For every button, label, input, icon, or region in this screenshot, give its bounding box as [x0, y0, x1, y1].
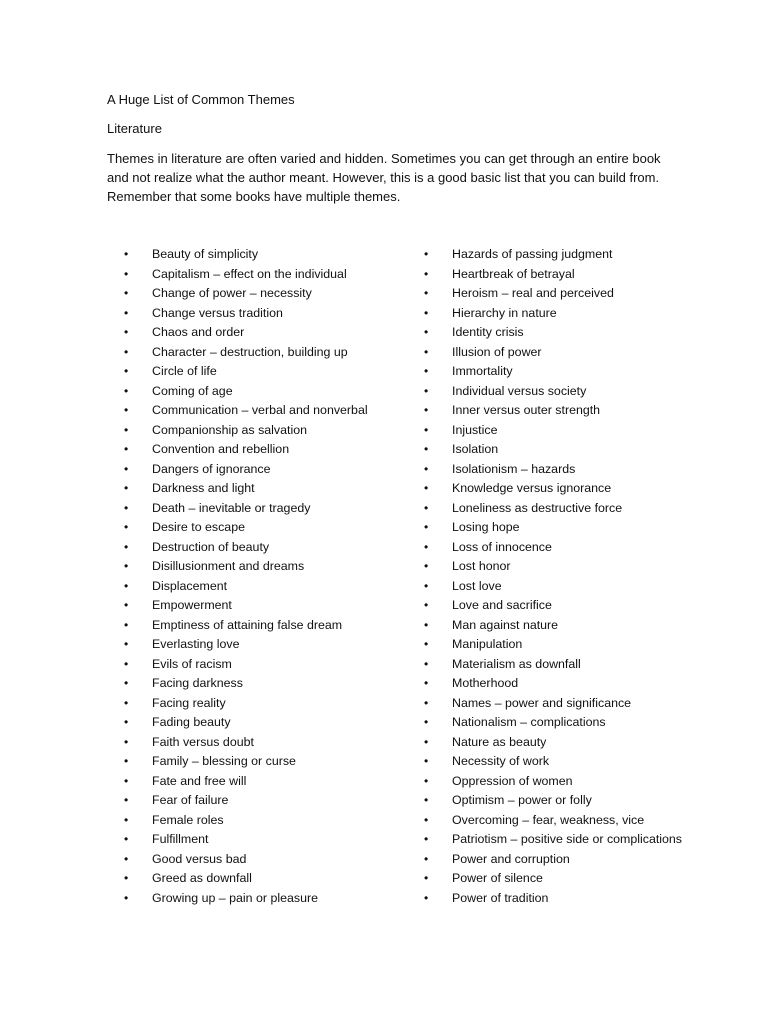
theme-text: Nature as beauty [452, 734, 547, 749]
theme-text: Fear of failure [152, 793, 229, 807]
theme-text: Displacement [152, 578, 228, 593]
theme-text: Disillusionment and dreams [152, 559, 305, 573]
theme-text: Overcoming – fear, weakness, vice [452, 812, 645, 827]
theme-list-item [424, 460, 684, 480]
theme-text: Materialism as downfall [452, 656, 581, 671]
bullet-icon: • [424, 715, 429, 729]
bullet-icon: • [124, 559, 129, 573]
bullet-icon: • [124, 266, 129, 281]
theme-list-item [424, 694, 684, 714]
theme-list-item [124, 518, 394, 538]
theme-text: Fading beauty [152, 715, 231, 729]
bullet-icon: • [424, 422, 429, 437]
theme-list-item [424, 557, 684, 577]
theme-list-item [424, 811, 684, 831]
bullet-icon: • [424, 247, 429, 261]
theme-list-item [124, 401, 394, 421]
theme-list-item [424, 752, 684, 772]
bullet-icon: • [424, 539, 429, 554]
theme-list-item [124, 557, 394, 577]
theme-text: Growing up – pain or pleasure [152, 890, 318, 905]
theme-text: Manipulation [452, 637, 523, 651]
theme-list-item [124, 869, 394, 889]
theme-list-item [424, 733, 684, 753]
theme-text: Illusion of power [452, 344, 542, 359]
theme-list-item [424, 635, 684, 655]
theme-list-item [124, 538, 394, 558]
themes-list-left [124, 245, 394, 908]
bullet-icon: • [124, 286, 129, 300]
theme-text: Emptiness of attaining false dream [152, 617, 343, 632]
theme-text: Losing hope [452, 520, 520, 534]
bullet-icon: • [424, 403, 429, 417]
theme-list-item [424, 772, 684, 792]
theme-list-item [424, 382, 684, 402]
theme-list-item [124, 304, 394, 324]
bullet-icon: • [424, 851, 429, 866]
bullet-icon: • [424, 793, 429, 807]
theme-text: Greed as downfall [152, 871, 252, 885]
section-heading: Literature [107, 121, 162, 136]
theme-text: Hazards of passing judgment [452, 247, 613, 261]
theme-text: Empowerment [152, 598, 232, 612]
bullet-icon: • [124, 325, 129, 339]
theme-list-item [124, 499, 394, 519]
theme-list-item [424, 265, 684, 285]
bullet-icon: • [424, 325, 429, 339]
theme-list-item [424, 499, 684, 519]
theme-text: Facing reality [152, 695, 226, 710]
theme-text: Change of power – necessity [152, 286, 312, 300]
theme-list-item [124, 596, 394, 616]
theme-list-item [124, 635, 394, 655]
bullet-icon: • [124, 520, 129, 534]
theme-list-item [124, 791, 394, 811]
theme-list-item [124, 655, 394, 675]
theme-text: Beauty of simplicity [152, 247, 259, 261]
theme-list-item [424, 518, 684, 538]
bullet-icon: • [124, 676, 129, 690]
theme-list-item [124, 245, 394, 265]
bullet-icon: • [124, 637, 129, 651]
theme-list-item [124, 460, 394, 480]
bullet-icon: • [124, 247, 129, 261]
theme-text: Oppression of women [452, 773, 573, 788]
bullet-icon: • [424, 773, 429, 788]
theme-list-item [124, 421, 394, 441]
bullet-icon: • [124, 500, 129, 515]
bullet-icon: • [124, 383, 129, 398]
theme-text: Patriotism – positive side or complications [452, 832, 683, 846]
theme-list-item [424, 479, 684, 499]
theme-list-item [124, 440, 394, 460]
theme-list-item [124, 616, 394, 636]
theme-list-item [124, 577, 394, 597]
theme-text: Immortality [452, 364, 513, 378]
bullet-icon: • [124, 656, 129, 671]
bullet-icon: • [124, 422, 129, 437]
bullet-icon: • [424, 559, 429, 573]
bullet-icon: • [124, 793, 129, 807]
theme-text: Heartbreak of betrayal [452, 266, 575, 281]
theme-list-item [424, 421, 684, 441]
bullet-icon: • [124, 403, 129, 417]
bullet-icon: • [424, 695, 429, 710]
theme-list-item [124, 284, 394, 304]
theme-list-item [424, 343, 684, 363]
theme-list-item [424, 323, 684, 343]
theme-text: Power of tradition [452, 890, 549, 905]
theme-text: Motherhood [452, 676, 519, 690]
theme-text: Loneliness as destructive force [452, 500, 623, 515]
theme-list-item [124, 811, 394, 831]
bullet-icon: • [424, 266, 429, 281]
theme-text: Loss of innocence [452, 539, 552, 554]
theme-text: Power of silence [452, 871, 543, 885]
theme-list-item [124, 733, 394, 753]
bullet-icon: • [124, 812, 129, 827]
theme-text: Family – blessing or curse [152, 754, 296, 768]
theme-list-item [424, 889, 684, 909]
theme-text: Communication – verbal and nonverbal [152, 403, 368, 417]
theme-list-item [424, 362, 684, 382]
theme-text: Power and corruption [452, 851, 570, 866]
theme-text: Isolationism – hazards [452, 461, 576, 476]
themes-list-right [424, 245, 684, 908]
bullet-icon: • [124, 539, 129, 554]
theme-list-item [424, 538, 684, 558]
theme-text: Evils of racism [152, 656, 232, 671]
bullet-icon: • [124, 578, 129, 593]
bullet-icon: • [124, 364, 129, 378]
theme-list-item [124, 830, 394, 850]
bullet-icon: • [424, 461, 429, 476]
bullet-icon: • [424, 656, 429, 671]
theme-list-item [424, 577, 684, 597]
theme-text: Female roles [152, 812, 224, 827]
bullet-icon: • [424, 500, 429, 515]
bullet-icon: • [424, 812, 429, 827]
bullet-icon: • [124, 442, 129, 456]
theme-text: Desire to escape [152, 520, 245, 534]
theme-text: Knowledge versus ignorance [452, 481, 612, 495]
theme-list-item [124, 674, 394, 694]
bullet-icon: • [124, 598, 129, 612]
theme-list-item [424, 850, 684, 870]
bullet-icon: • [124, 773, 129, 788]
theme-list-item [424, 440, 684, 460]
theme-text: Nationalism – complications [452, 715, 606, 729]
theme-text: Coming of age [152, 383, 233, 398]
theme-list-item [124, 382, 394, 402]
bullet-icon: • [424, 676, 429, 690]
bullet-icon: • [124, 734, 129, 749]
theme-text: Optimism – power or folly [452, 793, 592, 807]
theme-text: Isolation [452, 442, 499, 456]
theme-text: Love and sacrifice [452, 598, 552, 612]
theme-text: Fulfillment [152, 832, 209, 846]
theme-text: Dangers of ignorance [152, 461, 271, 476]
theme-list-item [424, 791, 684, 811]
theme-text: Destruction of beauty [152, 539, 270, 554]
bullet-icon: • [124, 617, 129, 632]
theme-text: Everlasting love [152, 637, 240, 651]
bullet-icon: • [424, 598, 429, 612]
theme-list-item [124, 323, 394, 343]
bullet-icon: • [124, 481, 129, 495]
theme-text: Inner versus outer strength [452, 403, 601, 417]
theme-list-item [124, 343, 394, 363]
theme-text: Change versus tradition [152, 305, 283, 320]
theme-text: Names – power and significance [452, 695, 632, 710]
bullet-icon: • [424, 871, 429, 885]
theme-list-item [424, 596, 684, 616]
bullet-icon: • [124, 871, 129, 885]
bullet-icon: • [124, 344, 129, 359]
theme-list-item [424, 401, 684, 421]
theme-text: Character – destruction, building up [152, 344, 348, 359]
bullet-icon: • [424, 890, 429, 905]
theme-text: Capitalism – effect on the individual [152, 266, 347, 281]
theme-list-item [124, 694, 394, 714]
theme-text: Good versus bad [152, 851, 247, 866]
theme-text: Darkness and light [152, 481, 255, 495]
theme-text: Man against nature [452, 617, 559, 632]
theme-list-item [424, 655, 684, 675]
theme-text: Heroism – real and perceived [452, 286, 614, 300]
theme-list-item [124, 265, 394, 285]
bullet-icon: • [124, 851, 129, 866]
bullet-icon: • [424, 286, 429, 300]
theme-list-item [424, 616, 684, 636]
bullet-icon: • [424, 481, 429, 495]
bullet-icon: • [424, 734, 429, 749]
bullet-icon: • [124, 832, 129, 846]
theme-list-item [424, 674, 684, 694]
bullet-icon: • [424, 383, 429, 398]
theme-list-item [424, 304, 684, 324]
theme-list-item [424, 713, 684, 733]
theme-text: Convention and rebellion [152, 442, 290, 456]
theme-list-item [124, 713, 394, 733]
bullet-icon: • [424, 637, 429, 651]
bullet-icon: • [424, 305, 429, 320]
theme-text: Death – inevitable or tragedy [152, 500, 311, 515]
bullet-icon: • [424, 442, 429, 456]
theme-text: Faith versus doubt [152, 734, 254, 749]
bullet-icon: • [124, 695, 129, 710]
theme-text: Lost love [452, 578, 502, 593]
bullet-icon: • [424, 754, 429, 768]
theme-list-item [424, 284, 684, 304]
theme-text: Identity crisis [452, 325, 524, 339]
bullet-icon: • [124, 715, 129, 729]
document-title: A Huge List of Common Themes [107, 92, 295, 107]
theme-text: Individual versus society [452, 383, 587, 398]
theme-text: Necessity of work [452, 754, 550, 768]
theme-list-item [124, 772, 394, 792]
bullet-icon: • [124, 461, 129, 476]
theme-list-item [124, 850, 394, 870]
bullet-icon: • [124, 890, 129, 905]
theme-list-item [424, 869, 684, 889]
theme-list-item [124, 752, 394, 772]
theme-text: Hierarchy in nature [452, 305, 557, 320]
bullet-icon: • [124, 754, 129, 768]
theme-text: Companionship as salvation [152, 422, 307, 437]
theme-list-item [124, 362, 394, 382]
bullet-icon: • [124, 305, 129, 320]
theme-list-item [424, 830, 684, 850]
theme-list-item [424, 245, 684, 265]
theme-list-item [124, 479, 394, 499]
bullet-icon: • [424, 364, 429, 378]
bullet-icon: • [424, 617, 429, 632]
bullet-icon: • [424, 578, 429, 593]
theme-text: Lost honor [452, 559, 511, 573]
theme-list-item [124, 889, 394, 909]
bullet-icon: • [424, 344, 429, 359]
theme-text: Injustice [452, 422, 498, 437]
theme-text: Facing darkness [152, 676, 243, 690]
theme-text: Fate and free will [152, 773, 247, 788]
bullet-icon: • [424, 832, 429, 846]
bullet-icon: • [424, 520, 429, 534]
theme-text: Chaos and order [152, 325, 245, 339]
intro-paragraph: Themes in literature are often varied and hidden. Sometimes you can get through an entire book and not realize what the author meant. However, this is a good basic list that you can build from. Remember that some books have multiple themes. [107, 151, 661, 204]
theme-text: Circle of life [152, 364, 217, 378]
